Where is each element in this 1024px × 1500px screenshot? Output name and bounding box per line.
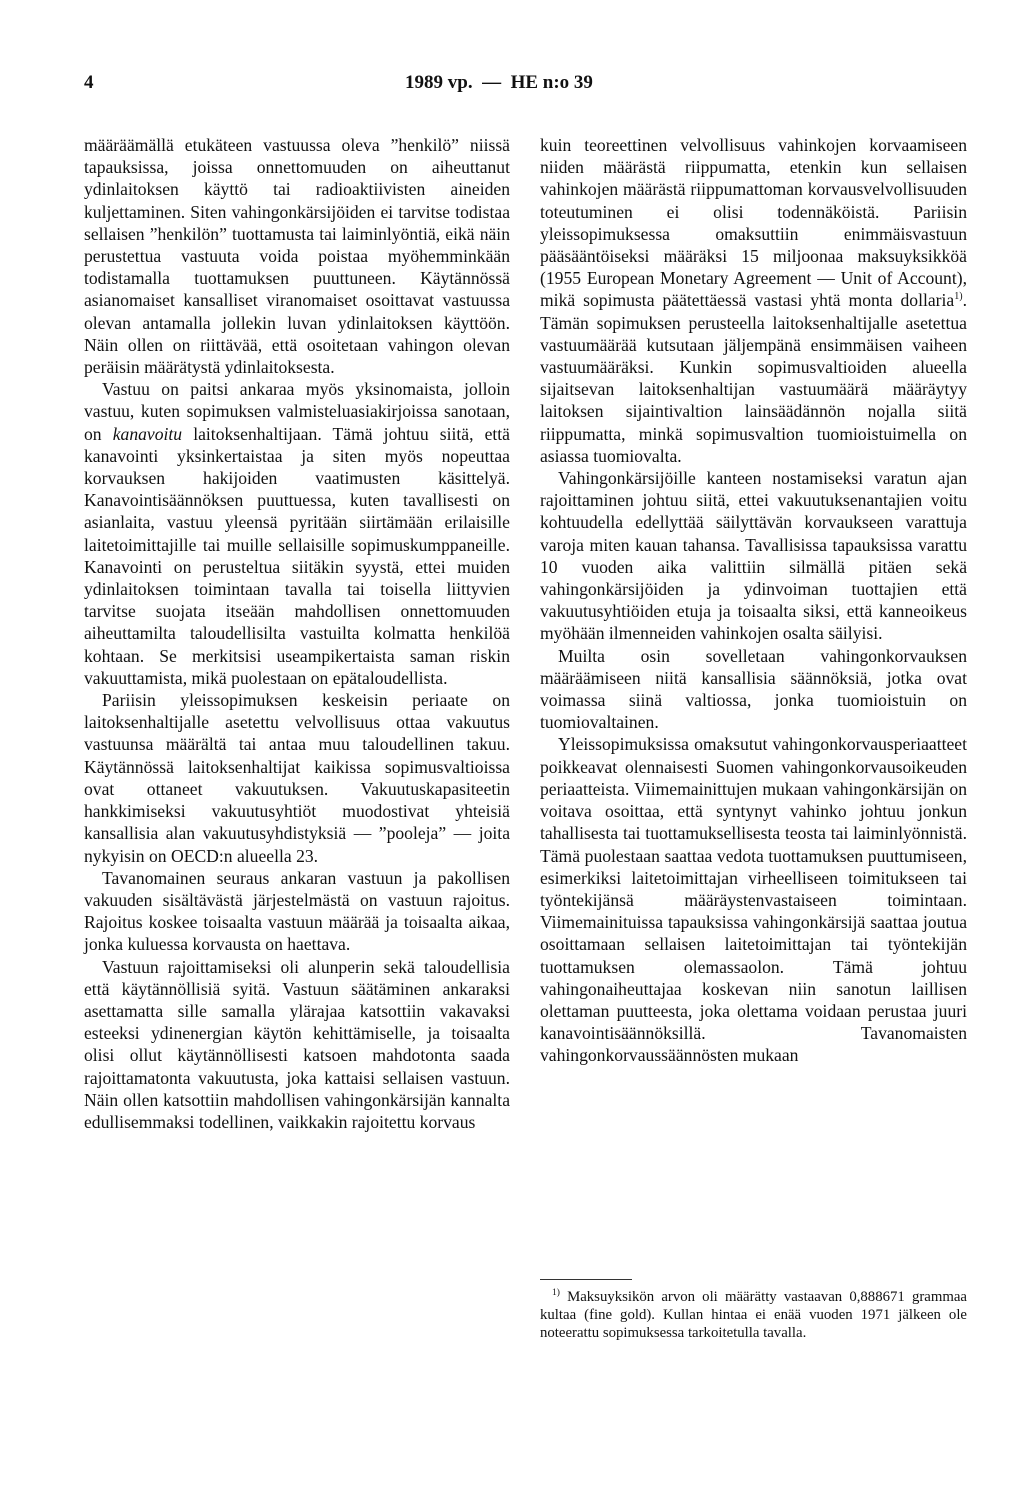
paragraph [84, 134, 510, 378]
page-number: 4 [84, 72, 94, 93]
footnote-marker: 1) [552, 1288, 560, 1299]
paragraph-text: Muilta osin sovelletaan vahingonkorvauksen määräämiseen niitä kansallisia säännöksiä, jotka ovat voimassa siinä valtiossa, jonka tuomioistuin on tuomiovaltainen. [540, 645, 967, 733]
paragraph-text: Vastuu on paitsi ankaraa myös yksinomaista, jolloin vastuu, kuten sopimuksen valmisteluasiakirjoissa sanotaan, on [84, 379, 510, 444]
paragraph [84, 867, 510, 956]
right-column [540, 134, 967, 1067]
paragraph-text: Tavanomainen seuraus ankaran vastuun ja pakollisen vakuuden sisältävästä järjestelmästä on vastuun rajoitus. Rajoitus koskee toisaalta vastuun määrää ja toisaalta aikaa, jonka kuluessa korvausta on haettava. [84, 867, 510, 955]
paragraph [84, 956, 510, 1134]
paragraph-text: laitoksenhaltijaan. Tämä johtuu siitä, että kanavointi yksinkertaistaa ja siten myös nopeuttaa korvauksen hakijoiden vaatimusten käsittelyä. Kanavointisäännöksen puuttuessa, kuten tavallisesti on asianlaita, vastuu yleensä pyritään siirtämään erilaisille laitetoimittajille tai muille sellaisille sopimuskumppaneille. Kanavointi on perusteltua siitäkin syystä, ettei muiden ydinlaitoksen toimintaan tavalla tai toisella liittyvien tarvitse suojata itseään mahdollisen onnettomuuden aiheuttamilta taloudellisilta vastuilta kolmatta henkilöä kohtaan. Se merkitsisi useampikertaista saman riskin vakuuttamista, mikä puolestaan on epätaloudellista. [84, 423, 510, 688]
paragraph-text: Pariisin yleissopimuksen keskeisin periaate on laitoksenhaltijalle asetettu velvollisuus ottaa vakuutus vastuunsa määrältä tai antaa muu taloudellinen takuu. Käytännössä laitoksenhaltijat kaikissa sopimusvaltioissa ovat ottaneet vakuutuksen. Vakuutuskapasiteetin hankkimiseksi vakuutusyhtiöt muodostivat yhteisiä kansallisia alan vakuutusyhdistyksiä — ”pooleja” — joita nykyisin on OECD:n alueella 23. [84, 690, 510, 866]
left-column [84, 134, 510, 1133]
footnote-reference: 1) [954, 291, 963, 303]
paragraph [540, 467, 967, 645]
paragraph [540, 134, 967, 467]
page-header [0, 72, 1024, 102]
paragraph-text: Vahingonkärsijöille kanteen nostamiseksi varatun ajan rajoittaminen johtuu siitä, ettei vakuutuksenantajien voitu kohtuudella edellyttää säilyttävän korvaukseen varattuja varoja miten kauan tahansa. Tavallisissa tapauksissa varattu 10 vuoden aika valittiin silmällä pitäen sekä vahingonkärsijöiden ja ydinvoiman tuottajien että vakuutusyhtiöiden etuja ja toisaalta siksi, että kanneoikeus myöhään ilmenneiden vahinkojen osalta säilyisi. [540, 468, 967, 644]
paragraph [540, 733, 967, 1066]
paragraph-text: kuin teoreettinen velvollisuus vahinkojen korvaamiseen niiden määrästä riippumatta, etenkin kun sellaisen vahinkojen määrästä riippumattoman korvausvelvollisuuden toteutuminen ei olisi todennäköistä. Pariisin yleissopimuksessa omaksuttiin enimmäisvastuun pääsääntöiseksi määräksi 15 miljoonaa maksuyksikköä (1955 European Monetary Agreement — Unit of Account), mikä sopimusta päätettäessä vastasi yhtä monta dollaria [540, 135, 967, 311]
running-title: 1989 vp. — HE n:o 39 [405, 72, 593, 93]
paragraph-text: Vastuun rajoittamiseksi oli alunperin sekä taloudellisia että käytännöllisiä syitä. Vastuun säätäminen ankaraksi asettamatta sille samalla ylärajaa katsottiin vakavaksi esteeksi ydinenergian käytön kehittämiselle, ja toisaalta olisi ollut käytännöllisesti katsoen mahdotonta saada rajoittamatonta vakuutusta, joka kattaisi sellaisen vastuun. Näin ollen katsottiin mahdollisen vahingonkärsijän kannalta edullisemmaksi todellinen, vaikkakin rajoitettu korvaus [84, 956, 510, 1132]
paragraph-text: määräämällä etukäteen vastuussa oleva ”henkilö” niissä tapauksissa, joissa onnettomuuden on aiheuttanut ydinlaitoksen käyttö tai radioaktiivisten aineiden kuljettaminen. Siten vahingonkärsijöiden ei tarvitse todistaa sellaisen ”henkilön” tuottamusta tai laiminlyöntiä, eikä näin perustettua vastuuta voida poistaa myöhemminkään todistamalla tuottamuksen puuttuneen. Käytännössä asianomaiset kansalliset viranomaiset osoittavat vastuussa olevan antamalla jollekin luvan ydinlaitoksen käyttöön. Näin ollen on riittävää, että osoitetaan vahingon olevan peräisin määrätystä ydinlaitoksesta. [84, 135, 510, 378]
paragraph [540, 645, 967, 734]
footnote-divider [540, 1279, 632, 1280]
paragraph [84, 378, 510, 689]
paragraph-text: Yleissopimuksissa omaksutut vahingonkorvausperiaatteet poikkeavat olennaisesti Suomen vahingonkorvausoikeuden periaatteista. Viimemainittujen mukaan vahingonkärsijän on voitava osoittaa, että syntynyt vahinko johtuu jonkun tahallisesta tai tuottamuksellisesta teosta tai laiminlyönnistä. Tämä puolestaan saattaa vedota tuottamuksen puuttumiseen, esimerkiksi laitetoimittajan virheelliseen toimitukseen tai työntekijänsä määräystenvastaiseen toimintaan. Viimemainituissa tapauksissa vahingonkärsijä saattaa joutua osoittamaan sellaisen laitetoimittajan tai työntekijän tuottamuksen olemassaolon. Tämä johtuu vahingonaiheuttajaa koskevan niin sanotun laillisen olettaman puutteesta, joka olettama voidaan perustaa juuri kanavointisäännöksillä. Tavanomaisten vahingonkorvaussäännösten mukaan [540, 734, 967, 1066]
footnote [540, 1288, 967, 1342]
paragraph [84, 689, 510, 867]
footnote-text: Maksuyksikön arvon oli määrätty vastaavan 0,888671 grammaa kultaa (fine gold). Kullan hintaa ei enää vuoden 1971 jälkeen ole noteerattu sopimuksessa tarkoitetulla tavalla. [540, 1289, 967, 1341]
paragraph-text: . Tämän sopimuksen perusteella laitoksenhaltijalle asetettua vastuumäärää kutsutaan jäljempänä ensimmäisen vaiheen vastuumääräksi. Kunkin sopimusvaltioiden alueella sijaitsevan laitoksenhaltijan vastuumäärä määräytyy laitoksen sijaintivaltion lainsäädännön nojalla siitä riippumatta, minkä sopimusvaltion tuomioistuimella on asiassa tuomiovalta. [540, 290, 967, 466]
emphasized-text: kanavoitu [112, 423, 183, 444]
